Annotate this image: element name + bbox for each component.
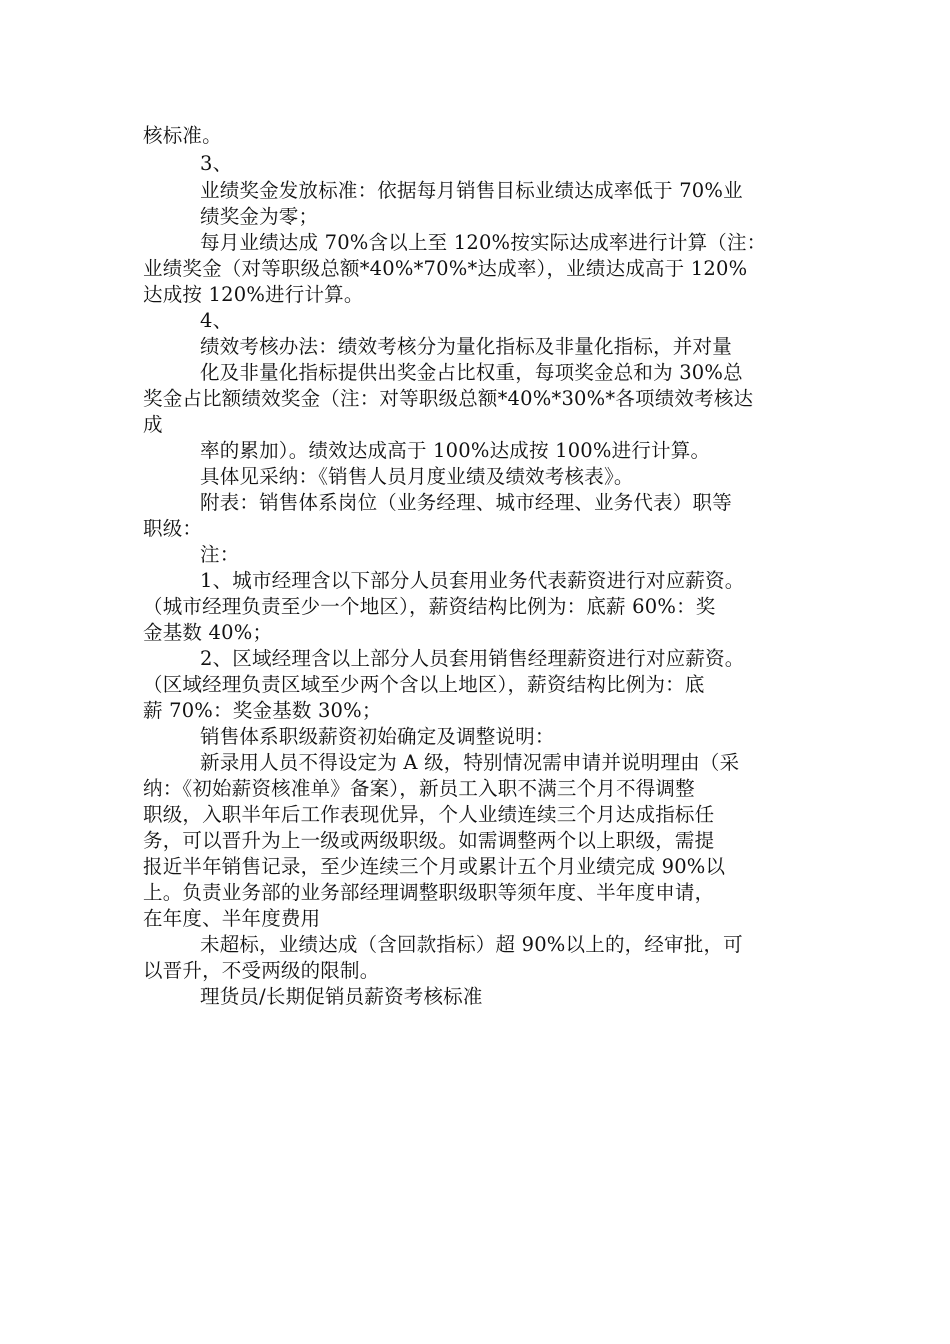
text-line: 具体见采纳：《销售人员月度业绩及绩效考核表》。	[200, 465, 634, 488]
text-line: 职级：	[143, 517, 203, 540]
section-number: 4、	[200, 309, 233, 332]
text-line: 达成按 120%进行计算。	[143, 283, 364, 306]
text-line: 职级，入职半年后工作表现优异，个人业绩连续三个月达成指标任	[143, 803, 715, 826]
text-line: 薪 70%：奖金基数 30%；	[143, 699, 382, 722]
text-line: 绩效考核办法：绩效考核分为量化指标及非量化指标，并对量	[200, 335, 732, 358]
text-line: （城市经理负责至少一个地区），薪资结构比例为：底薪 60%：奖	[143, 595, 716, 618]
text-line: 奖金占比额绩效奖金（注：对等职级总额*40%*30%*各项绩效考核达	[143, 387, 754, 410]
text-line: 新录用人员不得设定为 A 级，特别情况需申请并说明理由（采	[200, 751, 740, 774]
text-line: 1、城市经理含以下部分人员套用业务代表薪资进行对应薪资。	[200, 569, 745, 592]
text-line: （区域经理负责区域至少两个含以上地区），薪资结构比例为：底	[143, 673, 705, 696]
text-line: 报近半年销售记录，至少连续三个月或累计五个月业绩完成 90%以	[143, 855, 726, 878]
text-line: 率的累加）。绩效达成高于 100%达成按 100%进行计算。	[200, 439, 711, 462]
text-line: 纳：《初始薪资核准单》备案），新员工入职不满三个月不得调整	[143, 777, 695, 800]
text-line: 务，可以晋升为上一级或两级职级。如需调整两个以上职级，需提	[143, 829, 715, 852]
section-number: 3、	[200, 152, 233, 175]
text-line: 化及非量化指标提供出奖金占比权重，每项奖金总和为 30%总	[200, 361, 743, 384]
section-heading: 理货员/长期促销员薪资考核标准	[200, 985, 483, 1008]
text-line: 上。负责业务部的业务部经理调整职级职等须年度、半年度申请，	[143, 881, 715, 904]
text-line: 在年度、半年度费用	[143, 907, 321, 930]
text-line: 成	[143, 413, 163, 436]
text-line: 金基数 40%；	[143, 621, 273, 644]
text-line: 未超标，业绩达成（含回款指标）超 90%以上的，经审批，可	[200, 933, 743, 956]
text-line: 2、区域经理含以上部分人员套用销售经理薪资进行对应薪资。	[200, 647, 745, 670]
text-line: 业绩奖金（对等职级总额*40%*70%*达成率），业绩达成高于 120%	[143, 257, 748, 280]
text-line: 业绩奖金发放标准：依据每月销售目标业绩达成率低于 70%业	[200, 179, 743, 202]
subheading: 销售体系职级薪资初始确定及调整说明：	[200, 725, 555, 748]
text-line: 以晋升，不受两级的限制。	[143, 959, 380, 982]
text-line: 绩奖金为零；	[200, 205, 319, 228]
text-line: 附表：销售体系岗位（业务经理、城市经理、业务代表）职等	[200, 491, 732, 514]
text-line: 每月业绩达成 70%含以上至 120%按实际达成率进行计算（注：	[200, 231, 767, 254]
note-heading: 注：	[200, 543, 240, 566]
text-line: 核标准。	[143, 124, 222, 147]
